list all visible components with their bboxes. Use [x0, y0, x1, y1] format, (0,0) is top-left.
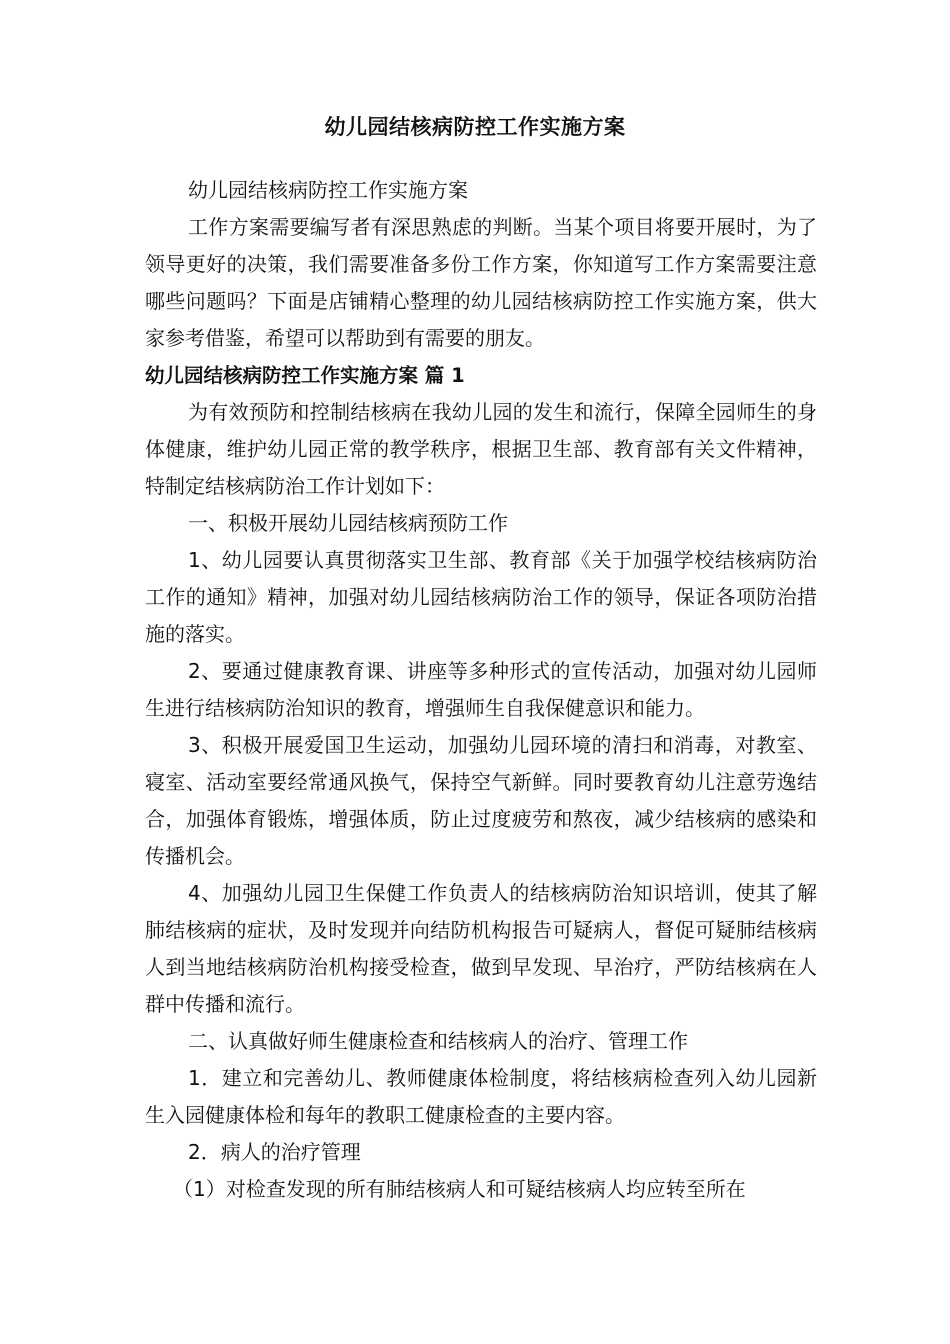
- paragraph-item-1: 1、幼儿园要认真贯彻落实卫生部、教育部《关于加强学校结核病防治工作的通知》精神，加强对幼儿园结核病防治工作的领导，保证各项防治措施的落实。: [145, 548, 817, 646]
- paragraph-item-4: 4、加强幼儿园卫生保健工作负责人的结核病防治知识培训，使其了解肺结核病的症状，及时发现并向结防机构报告可疑病人，督促可疑肺结核病人到当地结核病防治机构接受检查，做到早发现、早治疗，严防结核病在人群中传播和流行。: [145, 881, 817, 1016]
- section-heading-part-1: 幼儿园结核病防控工作实施方案 篇 1: [145, 364, 465, 387]
- subheading-health-check: 二、认真做好师生健康检查和结核病人的治疗、管理工作: [188, 1029, 688, 1053]
- paragraph-referral: （1）对检查发现的所有肺结核病人和可疑结核病人均应转至所在: [173, 1177, 746, 1201]
- paragraph-item-2: 2、要通过健康教育课、讲座等多种形式的宣传活动，加强对幼儿园师生进行结核病防治知识的教育，增强师生自我保健意识和能力。: [145, 659, 817, 720]
- subheading-prevention: 一、积极开展幼儿园结核病预防工作: [188, 511, 508, 535]
- paragraph-item-3: 3、积极开展爱国卫生运动，加强幼儿园环境的清扫和消毒，对教室、寝室、活动室要经常通风换气，保持空气新鲜。同时要教育幼儿注意劳逸结合，加强体育锻炼，增强体质，防止过度疲劳和熬夜，减少结核病的感染和传播机会。: [145, 733, 817, 868]
- paragraph-purpose: 为有效预防和控制结核病在我幼儿园的发生和流行，保障全园师生的身体健康，维护幼儿园正常的教学秩序，根据卫生部、教育部有关文件精神，特制定结核病防治工作计划如下：: [145, 400, 817, 498]
- paragraph-subtitle: 幼儿园结核病防控工作实施方案: [188, 178, 468, 202]
- paragraph-checkup-system: 1．建立和完善幼儿、教师健康体检制度，将结核病检查列入幼儿园新生入园健康体检和每年的教职工健康检查的主要内容。: [145, 1066, 817, 1127]
- document-title: 幼儿园结核病防控工作实施方案: [324, 115, 626, 139]
- paragraph-treatment-management: 2．病人的治疗管理: [188, 1140, 361, 1164]
- document-body: [145, 172, 817, 1208]
- paragraph-intro: 工作方案需要编写者有深思熟虑的判断。当某个项目将要开展时，为了领导更好的决策，我们需要准备多份工作方案，你知道写工作方案需要注意哪些问题吗？下面是店铺精心整理的幼儿园结核病防控工作实施方案，供大家参考借鉴，希望可以帮助到有需要的朋友。: [145, 215, 817, 350]
